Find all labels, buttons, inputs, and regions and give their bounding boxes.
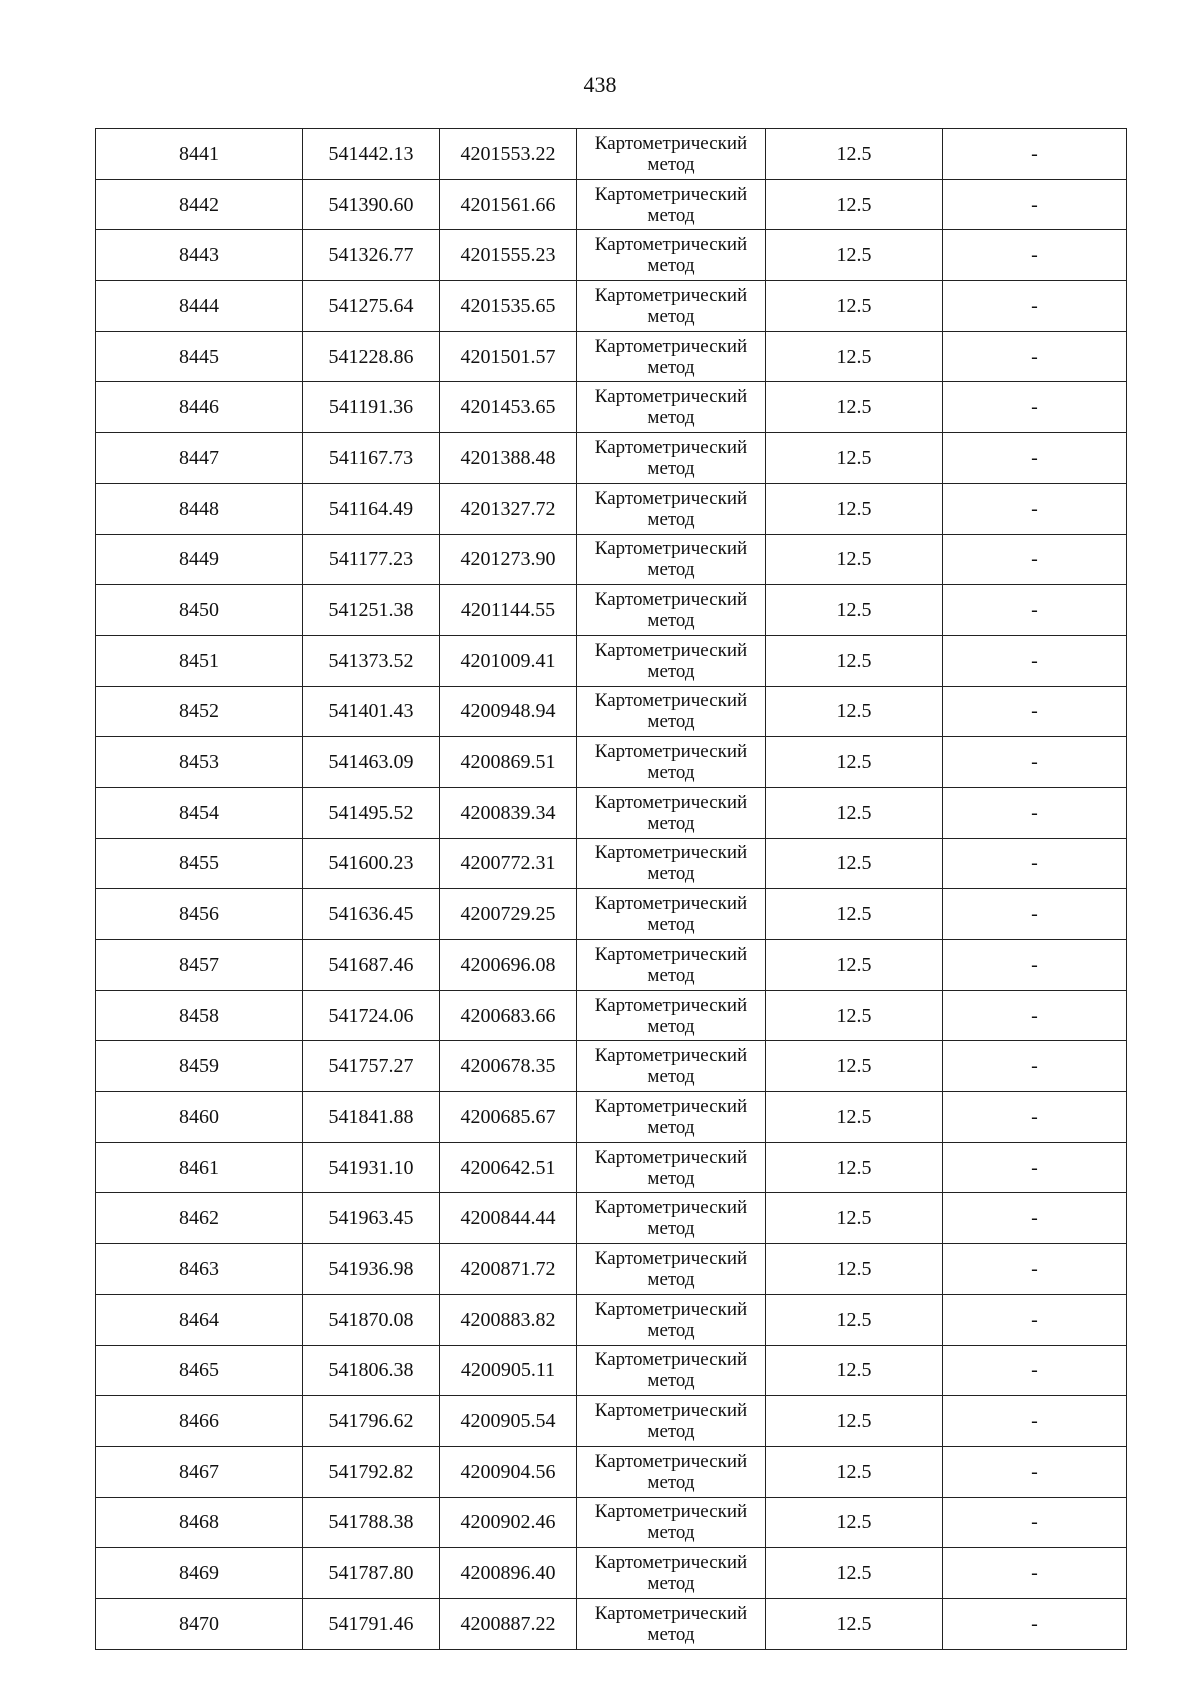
y-coordinate-cell: 4200844.44 <box>440 1193 577 1244</box>
note-cell: - <box>943 1041 1127 1092</box>
point-number-cell: 8468 <box>96 1497 303 1548</box>
point-number-cell: 8456 <box>96 889 303 940</box>
method-cell <box>577 990 766 1041</box>
accuracy-cell: 12.5 <box>766 1142 943 1193</box>
method-cell <box>577 534 766 585</box>
method-line-1: Картометрический <box>594 589 748 611</box>
table-row <box>96 483 1127 534</box>
y-coordinate-cell: 4201535.65 <box>440 281 577 332</box>
point-number-cell: 8470 <box>96 1598 303 1649</box>
note-cell: - <box>943 1193 1127 1244</box>
method-line-2: метод <box>647 610 695 632</box>
accuracy-cell: 12.5 <box>766 990 943 1041</box>
y-coordinate-cell: 4201144.55 <box>440 585 577 636</box>
method-line-2: метод <box>647 1167 695 1189</box>
x-coordinate-cell: 541251.38 <box>303 585 440 636</box>
x-coordinate-cell: 541787.80 <box>303 1548 440 1599</box>
table-row <box>96 1193 1127 1244</box>
note-cell: - <box>943 838 1127 889</box>
accuracy-cell: 12.5 <box>766 635 943 686</box>
y-coordinate-cell: 4200683.66 <box>440 990 577 1041</box>
method-cell <box>577 1244 766 1295</box>
method-cell <box>577 1294 766 1345</box>
method-line-2: метод <box>647 812 695 834</box>
method-line-1: Картометрический <box>594 1045 748 1067</box>
method-line-2: метод <box>647 508 695 530</box>
x-coordinate-cell: 541191.36 <box>303 382 440 433</box>
table-row <box>96 787 1127 838</box>
method-line-1: Картометрический <box>594 284 748 306</box>
point-number-cell: 8457 <box>96 940 303 991</box>
note-cell: - <box>943 483 1127 534</box>
y-coordinate-cell: 4200729.25 <box>440 889 577 940</box>
table-row <box>96 1446 1127 1497</box>
x-coordinate-cell: 541788.38 <box>303 1497 440 1548</box>
method-line-1: Картометрический <box>594 994 748 1016</box>
table-row <box>96 737 1127 788</box>
accuracy-cell: 12.5 <box>766 534 943 585</box>
method-line-1: Картометрический <box>594 1501 748 1523</box>
method-line-2: метод <box>647 559 695 581</box>
table-row <box>96 230 1127 281</box>
y-coordinate-cell: 4200905.11 <box>440 1345 577 1396</box>
method-cell <box>577 635 766 686</box>
x-coordinate-cell: 541164.49 <box>303 483 440 534</box>
x-coordinate-cell: 541442.13 <box>303 129 440 180</box>
method-cell <box>577 1598 766 1649</box>
y-coordinate-cell: 4200696.08 <box>440 940 577 991</box>
accuracy-cell: 12.5 <box>766 1446 943 1497</box>
note-cell: - <box>943 1497 1127 1548</box>
point-number-cell: 8451 <box>96 635 303 686</box>
method-line-1: Картометрический <box>594 234 748 256</box>
method-cell <box>577 940 766 991</box>
y-coordinate-cell: 4201273.90 <box>440 534 577 585</box>
x-coordinate-cell: 541687.46 <box>303 940 440 991</box>
y-coordinate-cell: 4200772.31 <box>440 838 577 889</box>
method-line-1: Картометрический <box>594 487 748 509</box>
x-coordinate-cell: 541757.27 <box>303 1041 440 1092</box>
method-line-2: метод <box>647 863 695 885</box>
method-line-2: метод <box>647 1015 695 1037</box>
y-coordinate-cell: 4200948.94 <box>440 686 577 737</box>
note-cell: - <box>943 1294 1127 1345</box>
method-line-2: метод <box>647 153 695 175</box>
accuracy-cell: 12.5 <box>766 686 943 737</box>
method-cell <box>577 1446 766 1497</box>
method-line-2: метод <box>647 255 695 277</box>
method-cell <box>577 686 766 737</box>
y-coordinate-cell: 4201561.66 <box>440 179 577 230</box>
accuracy-cell: 12.5 <box>766 1294 943 1345</box>
method-cell <box>577 787 766 838</box>
accuracy-cell: 12.5 <box>766 889 943 940</box>
note-cell: - <box>943 585 1127 636</box>
method-line-1: Картометрический <box>594 1247 748 1269</box>
note-cell: - <box>943 331 1127 382</box>
method-cell <box>577 1041 766 1092</box>
accuracy-cell: 12.5 <box>766 483 943 534</box>
page-number: 438 <box>583 72 617 97</box>
method-cell <box>577 1193 766 1244</box>
accuracy-cell: 12.5 <box>766 838 943 889</box>
point-number-cell: 8467 <box>96 1446 303 1497</box>
x-coordinate-cell: 541167.73 <box>303 433 440 484</box>
table-row <box>96 1497 1127 1548</box>
table-row <box>96 1345 1127 1396</box>
method-line-1: Картометрический <box>594 1450 748 1472</box>
table-body <box>96 129 1127 1650</box>
method-line-2: метод <box>647 457 695 479</box>
method-line-1: Картометрический <box>594 1146 748 1168</box>
x-coordinate-cell: 541791.46 <box>303 1598 440 1649</box>
table-row <box>96 940 1127 991</box>
method-line-2: метод <box>647 305 695 327</box>
method-line-1: Картометрический <box>594 1400 748 1422</box>
method-line-1: Картометрический <box>594 639 748 661</box>
note-cell: - <box>943 990 1127 1041</box>
method-line-1: Картометрический <box>594 842 748 864</box>
method-line-2: метод <box>647 204 695 226</box>
method-line-1: Картометрический <box>594 436 748 458</box>
note-cell: - <box>943 281 1127 332</box>
accuracy-cell: 12.5 <box>766 1092 943 1143</box>
note-cell: - <box>943 686 1127 737</box>
point-number-cell: 8453 <box>96 737 303 788</box>
x-coordinate-cell: 541275.64 <box>303 281 440 332</box>
point-number-cell: 8464 <box>96 1294 303 1345</box>
y-coordinate-cell: 4200685.67 <box>440 1092 577 1143</box>
method-line-2: метод <box>647 1319 695 1341</box>
accuracy-cell: 12.5 <box>766 433 943 484</box>
y-coordinate-cell: 4200839.34 <box>440 787 577 838</box>
x-coordinate-cell: 541963.45 <box>303 1193 440 1244</box>
coordinates-table <box>95 128 1127 1650</box>
note-cell: - <box>943 737 1127 788</box>
point-number-cell: 8466 <box>96 1396 303 1447</box>
method-line-1: Картометрический <box>594 538 748 560</box>
method-line-1: Картометрический <box>594 1602 748 1624</box>
method-cell <box>577 838 766 889</box>
y-coordinate-cell: 4201501.57 <box>440 331 577 382</box>
point-number-cell: 8444 <box>96 281 303 332</box>
method-cell <box>577 1497 766 1548</box>
method-line-2: метод <box>647 407 695 429</box>
point-number-cell: 8452 <box>96 686 303 737</box>
note-cell: - <box>943 1598 1127 1649</box>
note-cell: - <box>943 635 1127 686</box>
note-cell: - <box>943 1396 1127 1447</box>
table-row <box>96 889 1127 940</box>
method-line-2: метод <box>647 1370 695 1392</box>
note-cell: - <box>943 787 1127 838</box>
table-row <box>96 585 1127 636</box>
table-row <box>96 686 1127 737</box>
y-coordinate-cell: 4200887.22 <box>440 1598 577 1649</box>
table-row <box>96 1548 1127 1599</box>
table-row <box>96 433 1127 484</box>
accuracy-cell: 12.5 <box>766 1193 943 1244</box>
y-coordinate-cell: 4200883.82 <box>440 1294 577 1345</box>
method-cell <box>577 737 766 788</box>
method-line-1: Картометрический <box>594 1095 748 1117</box>
point-number-cell: 8458 <box>96 990 303 1041</box>
accuracy-cell: 12.5 <box>766 940 943 991</box>
point-number-cell: 8469 <box>96 1548 303 1599</box>
method-cell <box>577 433 766 484</box>
table-row <box>96 1142 1127 1193</box>
method-line-2: метод <box>647 964 695 986</box>
y-coordinate-cell: 4200896.40 <box>440 1548 577 1599</box>
method-line-2: метод <box>647 711 695 733</box>
method-line-1: Картометрический <box>594 1552 748 1574</box>
method-cell <box>577 1142 766 1193</box>
table-row <box>96 129 1127 180</box>
x-coordinate-cell: 541636.45 <box>303 889 440 940</box>
accuracy-cell: 12.5 <box>766 1396 943 1447</box>
note-cell: - <box>943 230 1127 281</box>
accuracy-cell: 12.5 <box>766 1598 943 1649</box>
table-row <box>96 382 1127 433</box>
method-cell <box>577 179 766 230</box>
point-number-cell: 8465 <box>96 1345 303 1396</box>
x-coordinate-cell: 541841.88 <box>303 1092 440 1143</box>
y-coordinate-cell: 4200678.35 <box>440 1041 577 1092</box>
method-cell <box>577 230 766 281</box>
method-cell <box>577 331 766 382</box>
method-line-1: Картометрический <box>594 1349 748 1371</box>
y-coordinate-cell: 4201388.48 <box>440 433 577 484</box>
table-row <box>96 990 1127 1041</box>
method-line-1: Картометрический <box>594 1197 748 1219</box>
note-cell: - <box>943 1092 1127 1143</box>
method-line-2: метод <box>647 1421 695 1443</box>
y-coordinate-cell: 4201009.41 <box>440 635 577 686</box>
note-cell: - <box>943 1446 1127 1497</box>
accuracy-cell: 12.5 <box>766 787 943 838</box>
point-number-cell: 8448 <box>96 483 303 534</box>
method-line-2: метод <box>647 1471 695 1493</box>
table-row <box>96 635 1127 686</box>
accuracy-cell: 12.5 <box>766 1041 943 1092</box>
x-coordinate-cell: 541936.98 <box>303 1244 440 1295</box>
table-row <box>96 1294 1127 1345</box>
method-cell <box>577 585 766 636</box>
method-line-1: Картометрический <box>594 791 748 813</box>
table-row <box>96 534 1127 585</box>
accuracy-cell: 12.5 <box>766 1244 943 1295</box>
x-coordinate-cell: 541870.08 <box>303 1294 440 1345</box>
note-cell: - <box>943 1548 1127 1599</box>
table-row <box>96 331 1127 382</box>
x-coordinate-cell: 541792.82 <box>303 1446 440 1497</box>
note-cell: - <box>943 382 1127 433</box>
method-cell <box>577 129 766 180</box>
note-cell: - <box>943 433 1127 484</box>
method-line-1: Картометрический <box>594 943 748 965</box>
accuracy-cell: 12.5 <box>766 382 943 433</box>
point-number-cell: 8445 <box>96 331 303 382</box>
method-cell <box>577 1345 766 1396</box>
accuracy-cell: 12.5 <box>766 129 943 180</box>
point-number-cell: 8459 <box>96 1041 303 1092</box>
y-coordinate-cell: 4200902.46 <box>440 1497 577 1548</box>
method-cell <box>577 483 766 534</box>
note-cell: - <box>943 129 1127 180</box>
method-line-2: метод <box>647 1623 695 1645</box>
table-row <box>96 179 1127 230</box>
x-coordinate-cell: 541390.60 <box>303 179 440 230</box>
method-line-2: метод <box>647 356 695 378</box>
point-number-cell: 8462 <box>96 1193 303 1244</box>
x-coordinate-cell: 541177.23 <box>303 534 440 585</box>
x-coordinate-cell: 541326.77 <box>303 230 440 281</box>
accuracy-cell: 12.5 <box>766 737 943 788</box>
method-line-1: Картометрический <box>594 893 748 915</box>
table-row <box>96 1244 1127 1295</box>
point-number-cell: 8461 <box>96 1142 303 1193</box>
method-line-2: метод <box>647 1218 695 1240</box>
accuracy-cell: 12.5 <box>766 331 943 382</box>
method-line-2: метод <box>647 1066 695 1088</box>
point-number-cell: 8447 <box>96 433 303 484</box>
y-coordinate-cell: 4200642.51 <box>440 1142 577 1193</box>
x-coordinate-cell: 541931.10 <box>303 1142 440 1193</box>
table-row <box>96 838 1127 889</box>
y-coordinate-cell: 4200869.51 <box>440 737 577 788</box>
point-number-cell: 8455 <box>96 838 303 889</box>
point-number-cell: 8441 <box>96 129 303 180</box>
method-cell <box>577 1548 766 1599</box>
method-line-2: метод <box>647 1522 695 1544</box>
point-number-cell: 8446 <box>96 382 303 433</box>
note-cell: - <box>943 940 1127 991</box>
x-coordinate-cell: 541600.23 <box>303 838 440 889</box>
method-line-1: Картометрический <box>594 386 748 408</box>
y-coordinate-cell: 4201553.22 <box>440 129 577 180</box>
method-line-2: метод <box>647 1116 695 1138</box>
point-number-cell: 8442 <box>96 179 303 230</box>
method-line-2: метод <box>647 762 695 784</box>
table-row <box>96 281 1127 332</box>
x-coordinate-cell: 541495.52 <box>303 787 440 838</box>
table-row <box>96 1092 1127 1143</box>
method-line-1: Картометрический <box>594 741 748 763</box>
method-cell <box>577 281 766 332</box>
method-cell <box>577 382 766 433</box>
y-coordinate-cell: 4201453.65 <box>440 382 577 433</box>
method-line-1: Картометрический <box>594 183 748 205</box>
x-coordinate-cell: 541373.52 <box>303 635 440 686</box>
y-coordinate-cell: 4200905.54 <box>440 1396 577 1447</box>
x-coordinate-cell: 541401.43 <box>303 686 440 737</box>
y-coordinate-cell: 4201327.72 <box>440 483 577 534</box>
point-number-cell: 8463 <box>96 1244 303 1295</box>
method-line-1: Картометрический <box>594 690 748 712</box>
method-line-2: метод <box>647 1268 695 1290</box>
accuracy-cell: 12.5 <box>766 1548 943 1599</box>
note-cell: - <box>943 534 1127 585</box>
method-cell <box>577 1396 766 1447</box>
x-coordinate-cell: 541724.06 <box>303 990 440 1041</box>
x-coordinate-cell: 541796.62 <box>303 1396 440 1447</box>
y-coordinate-cell: 4200904.56 <box>440 1446 577 1497</box>
y-coordinate-cell: 4201555.23 <box>440 230 577 281</box>
table-row <box>96 1396 1127 1447</box>
accuracy-cell: 12.5 <box>766 1497 943 1548</box>
accuracy-cell: 12.5 <box>766 585 943 636</box>
x-coordinate-cell: 541228.86 <box>303 331 440 382</box>
note-cell: - <box>943 1244 1127 1295</box>
accuracy-cell: 12.5 <box>766 179 943 230</box>
table-row <box>96 1041 1127 1092</box>
note-cell: - <box>943 889 1127 940</box>
point-number-cell: 8443 <box>96 230 303 281</box>
note-cell: - <box>943 179 1127 230</box>
y-coordinate-cell: 4200871.72 <box>440 1244 577 1295</box>
point-number-cell: 8454 <box>96 787 303 838</box>
point-number-cell: 8449 <box>96 534 303 585</box>
accuracy-cell: 12.5 <box>766 281 943 332</box>
point-number-cell: 8450 <box>96 585 303 636</box>
table-row <box>96 1598 1127 1649</box>
method-line-1: Картометрический <box>594 132 748 154</box>
x-coordinate-cell: 541806.38 <box>303 1345 440 1396</box>
method-line-2: метод <box>647 914 695 936</box>
method-line-2: метод <box>647 660 695 682</box>
method-line-2: метод <box>647 1573 695 1595</box>
method-line-1: Картометрический <box>594 335 748 357</box>
point-number-cell: 8460 <box>96 1092 303 1143</box>
method-cell <box>577 1092 766 1143</box>
accuracy-cell: 12.5 <box>766 1345 943 1396</box>
note-cell: - <box>943 1142 1127 1193</box>
method-line-1: Картометрический <box>594 1298 748 1320</box>
method-cell <box>577 889 766 940</box>
x-coordinate-cell: 541463.09 <box>303 737 440 788</box>
note-cell: - <box>943 1345 1127 1396</box>
accuracy-cell: 12.5 <box>766 230 943 281</box>
